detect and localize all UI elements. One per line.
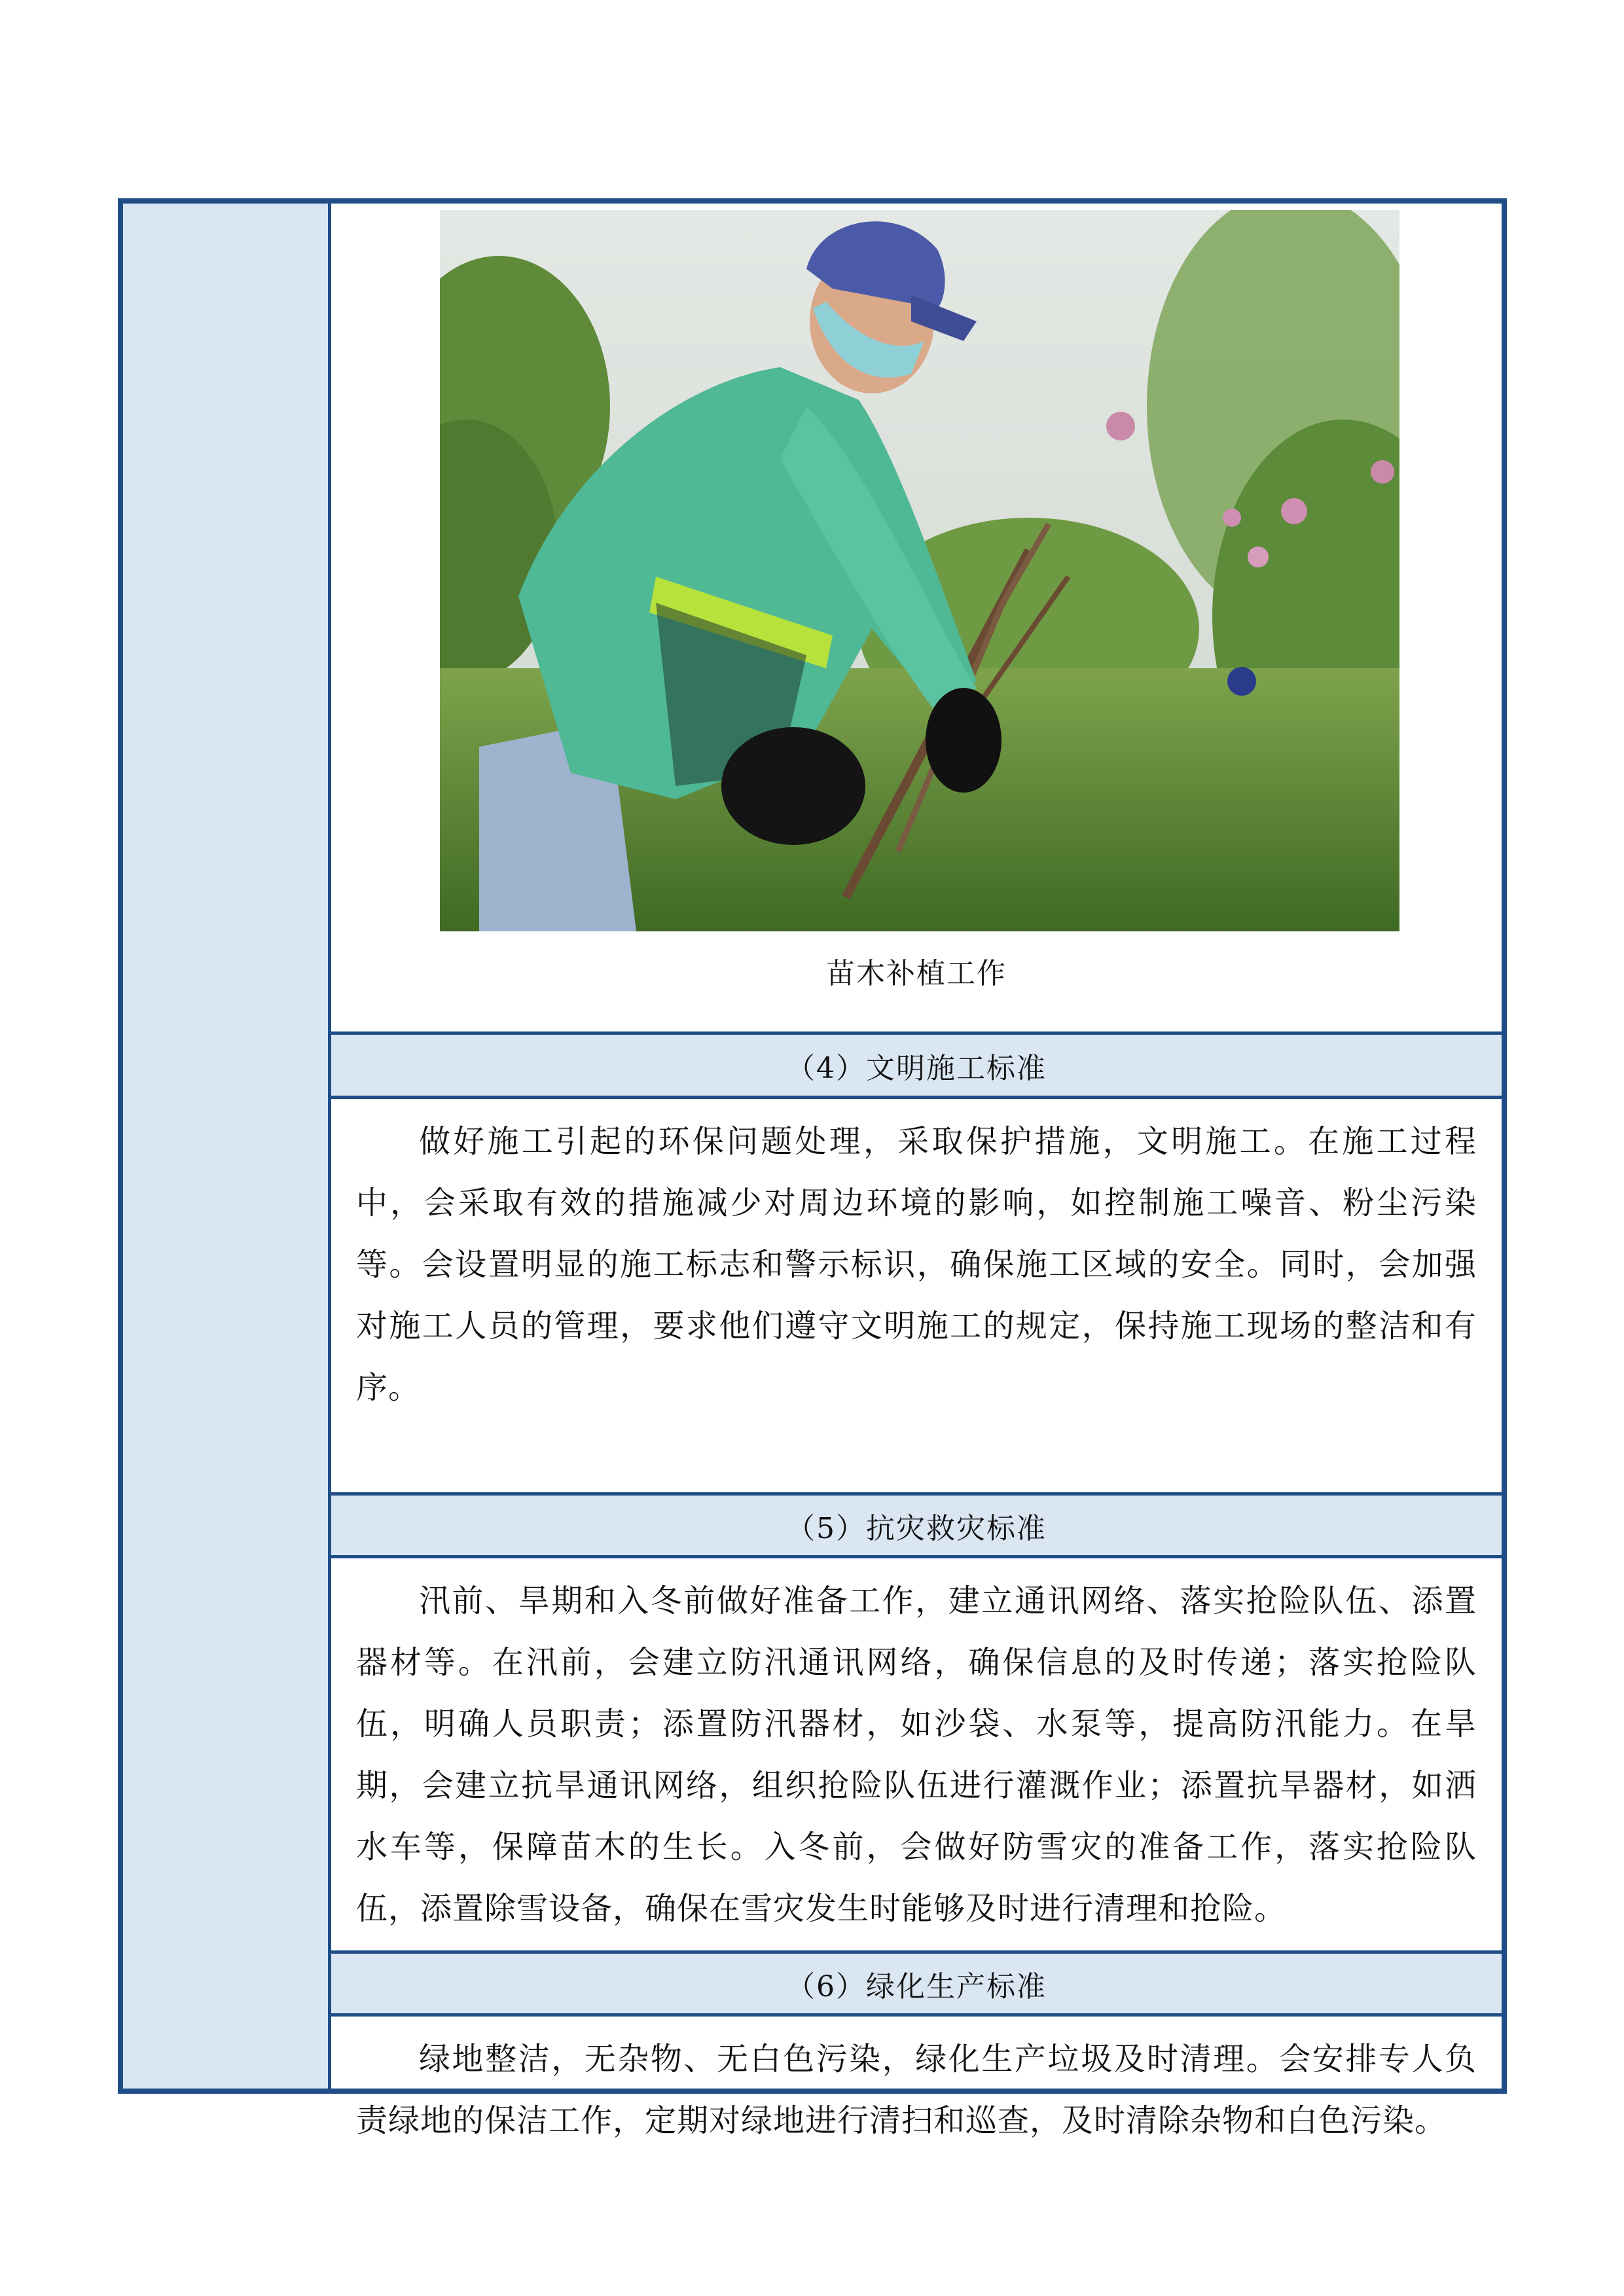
section-body-disaster-relief: 汛前、旱期和入冬前做好准备工作，建立通讯网络、落实抢险队伍、添置器材等。在汛前，会建立防汛通讯网络，确保信息的及时传递；落实抢险队伍，明确人员职责；添置防汛器材，如沙袋、水泵等，提高防汛能力。在旱期，会建立抗旱通讯网络，组织抢险队伍进行灌溉作业；添置抗旱器材，如洒水车等，保障苗木的生长。入冬前，会做好防雪灾的准备工作，落实抢险队伍，添置除雪设备，确保在雪灾发生时能够及时进行清理和抢险。 (331, 1558, 1502, 1954)
section-body-greening-production: 绿地整洁，无杂物、无白色污染，绿化生产垃圾及时清理。会安排专人负责绿地的保洁工作，定期对绿地进行清扫和巡查，及时清除杂物和白色污染。 (356, 2041, 1477, 2139)
worker-pruning-shrubs-photo (440, 210, 1399, 931)
section-body-civilized-construction: 做好施工引起的环保问题处理，采取保护措施，文明施工。在施工过程中，会采取有效的措施减少对周边环境的影响，如控制施工噪音、粉尘污染等。会设置明显的施工标志和警示标识，确保施工区域的安全。同时，会加强对施工人员的管理，要求他们遵守文明施工的规定，保持施工现场的整洁和有序。 (331, 1099, 1502, 1496)
photo-illustration (440, 210, 1399, 931)
section-heading-disaster-relief: （5）抗灾救灾标准 (331, 1496, 1502, 1558)
content-table (118, 198, 1507, 2139)
photo-caption: 苗木补植工作 (826, 957, 1007, 990)
right-content-column (331, 204, 1502, 2139)
photo-cell (331, 204, 1502, 1035)
section-heading-civilized-construction: （4）文明施工标准 (331, 1035, 1502, 1099)
left-label-column (123, 204, 331, 2089)
section-heading-greening-production: （6）绿化生产标准 (331, 1954, 1502, 2017)
